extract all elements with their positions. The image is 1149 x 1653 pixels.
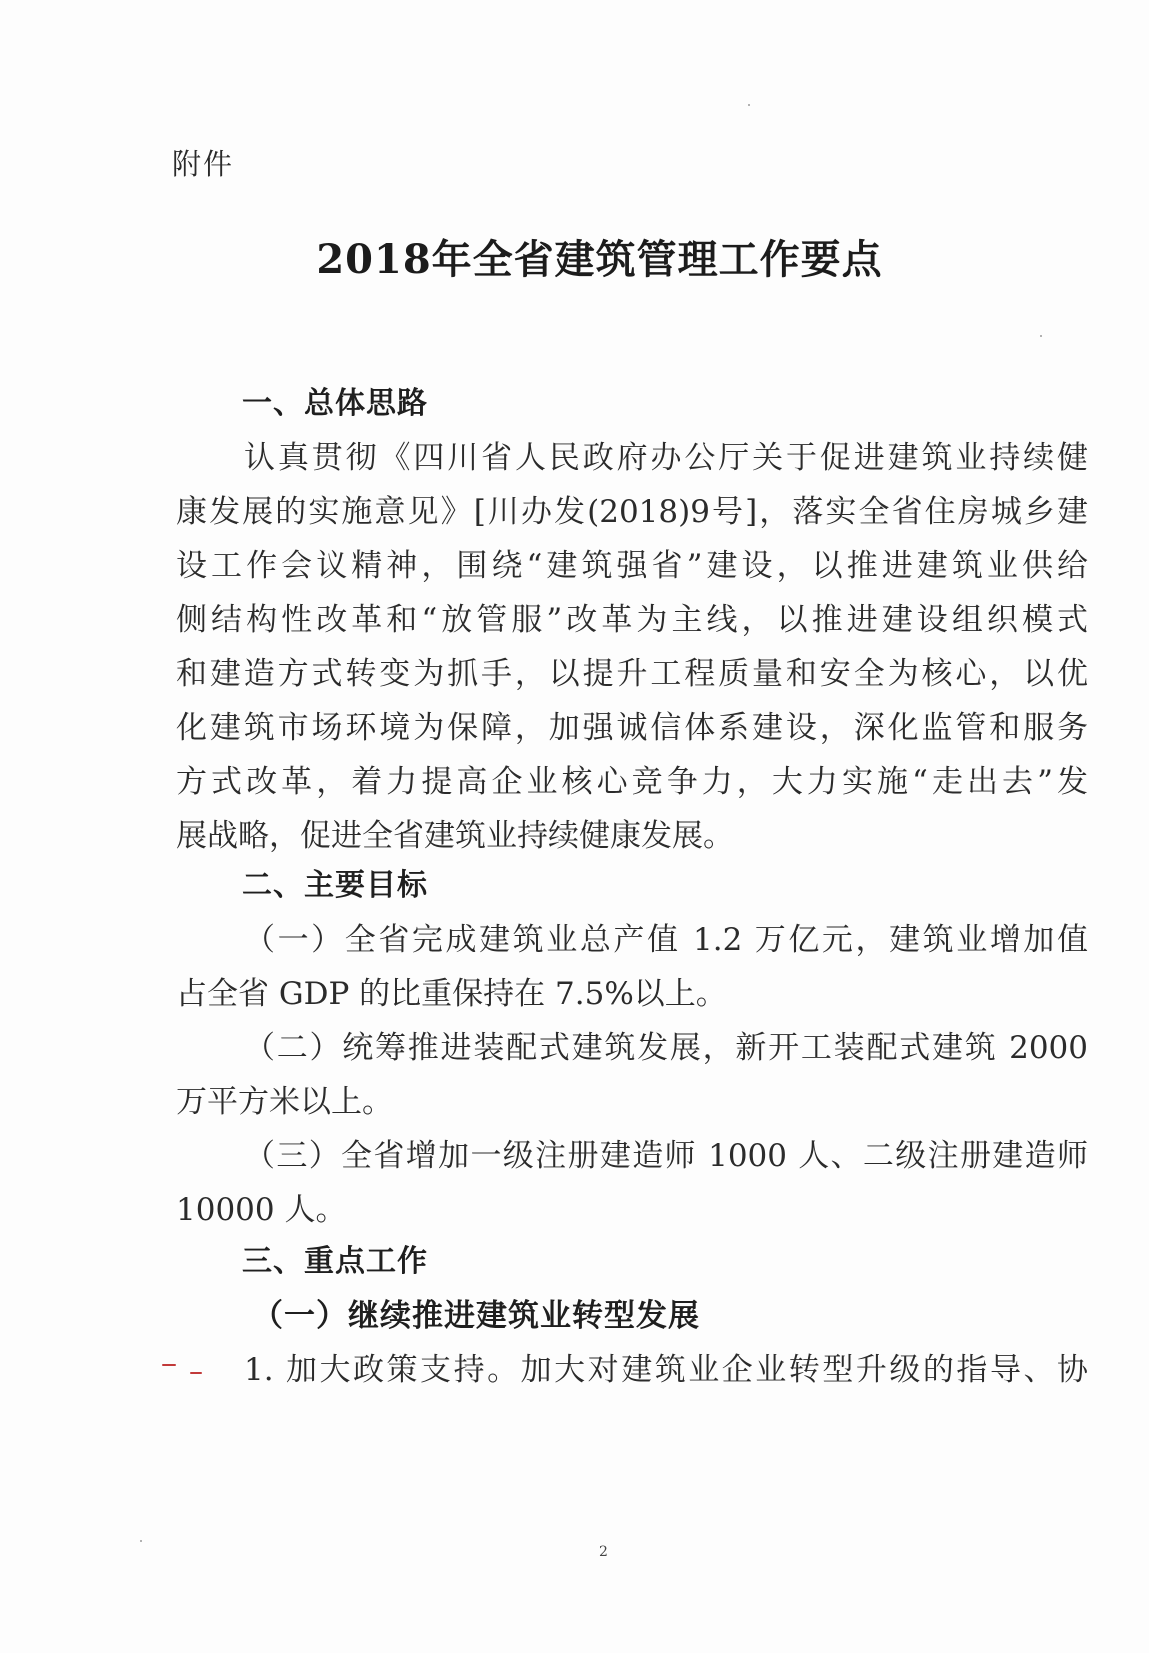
section-heading-overall-approach: 一、总体思路 [242,386,428,421]
section-heading-main-goals: 二、主要目标 [242,868,428,903]
paragraph-line: 和建造方式转变为抓手，以提升工程质量和安全为核心，以优 [176,656,1088,692]
goal-2-line-1: （二）统筹推进装配式建筑发展，新开工装配式建筑 2000 [244,1030,1088,1066]
goal-3-line-2: 10000 人。 [176,1192,347,1228]
paragraph-line: 设工作会议精神，围绕“建筑强省”建设，以推进建筑业供给 [176,548,1088,584]
paragraph-line: 侧结构性改革和“放管服”改革为主线，以推进建设组织模式 [176,602,1088,638]
goal-3-line-1: （三）全省增加一级注册建造师 1000 人、二级注册建造师 [244,1138,1088,1174]
paragraph-line: 康发展的实施意见》[川办发(2018)9号]，落实全省住房城乡建 [176,494,1088,530]
attachment-label: 附件 [172,147,235,181]
scan-speck [1040,335,1042,337]
red-pen-mark [190,1372,202,1374]
paragraph-line: 方式改革，着力提高企业核心竞争力，大力实施“走出去”发 [176,764,1088,800]
scan-speck [748,104,750,106]
paragraph-line: 展战略，促进全省建筑业持续健康发展。 [176,818,734,854]
goal-1-line-2: 占全省 GDP 的比重保持在 7.5%以上。 [176,976,727,1012]
scan-speck [140,1540,142,1542]
item-1-line-1: 1. 加大政策支持。加大对建筑业企业转型升级的指导、协 [244,1352,1088,1388]
paragraph-line: 化建筑市场环境为保障，加强诚信体系建设，深化监管和服务 [176,710,1088,746]
red-pen-mark [162,1364,176,1366]
page-number: 2 [599,1544,608,1560]
subsection-heading: （一）继续推进建筑业转型发展 [252,1298,700,1334]
paragraph-line: 认真贯彻《四川省人民政府办公厅关于促进建筑业持续健 [244,440,1088,476]
goal-2-line-2: 万平方米以上。 [176,1084,393,1120]
section-heading-key-work: 三、重点工作 [242,1244,428,1279]
document-title: 2018年全省建筑管理工作要点 [316,236,883,283]
goal-1-line-1: （一）全省完成建筑业总产值 1.2 万亿元，建筑业增加值 [244,922,1088,958]
